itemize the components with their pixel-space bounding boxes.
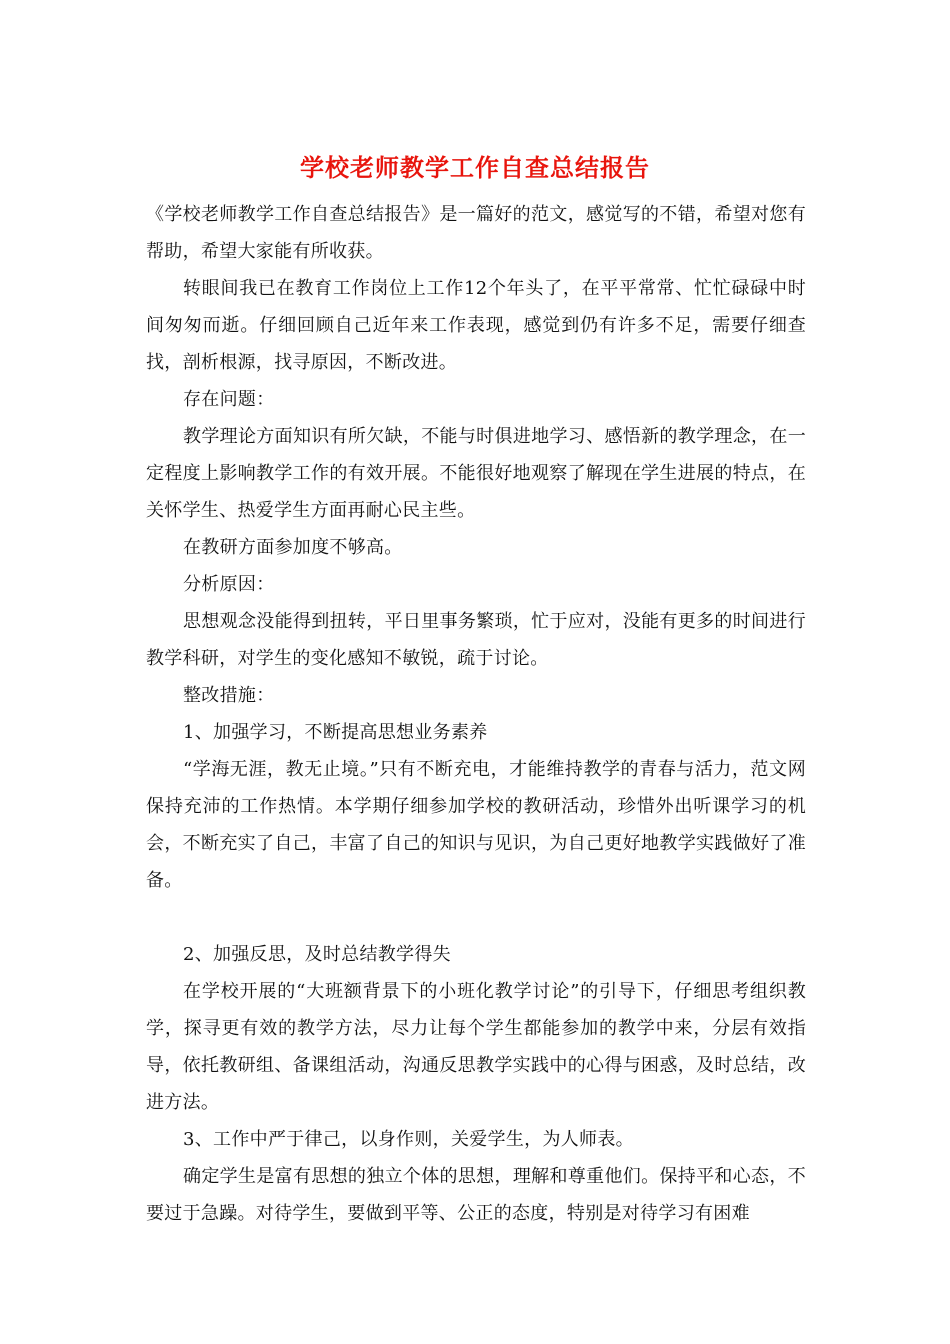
measure-1-heading: 1、加强学习，不断提高思想业务素养 bbox=[183, 722, 488, 743]
blank-line bbox=[146, 899, 806, 936]
measure-2-paragraph: 在学校开展的“大班额背景下的小班化教学讨论”的引导下，仔细思考组织教学，探寻更有效的教学方法，尽力让每个学生都能参加的教学中来，分层有效指导，依托教研组、备课组活动，沟通反思教学实践中的心得与困惑，及时总结，改进方法。 bbox=[146, 981, 806, 1113]
intro-paragraph: 《学校老师教学工作自查总结报告》是一篇好的范文，感觉写的不错，希望对您有帮助，希望大家能有所收获。 bbox=[146, 204, 806, 262]
measure-3-heading: 3、工作中严于律己，以身作则，关爱学生，为人师表。 bbox=[183, 1129, 634, 1150]
heading-problems: 存在问题： bbox=[183, 389, 275, 410]
paragraph-research: 在教研方面参加度不够高。 bbox=[183, 537, 403, 558]
document-body bbox=[146, 196, 806, 1232]
paragraph-overview: 转眼间我已在教育工作岗位上工作12个年头了，在平平常常、忙忙碌碌中时间匆匆而逝。仔细回顾自己近年来工作表现，感觉到仍有许多不足，需要仔细查找，剖析根源，找寻原因，不断改进。 bbox=[146, 278, 806, 373]
paragraph-causes: 思想观念没能得到扭转，平日里事务繁琐，忙于应对，没能有更多的时间进行教学科研，对学生的变化感知不敏锐，疏于讨论。 bbox=[146, 611, 806, 669]
measure-3-paragraph: 确定学生是富有思想的独立个体的思想，理解和尊重他们。保持平和心态，不要过于急躁。对待学生，要做到平等、公正的态度，特别是对待学习有困难 bbox=[146, 1166, 806, 1224]
heading-causes: 分析原因： bbox=[183, 574, 275, 595]
document-title: 学校老师教学工作自查总结报告 bbox=[300, 153, 650, 182]
measure-2-heading: 2、加强反思，及时总结教学得失 bbox=[183, 944, 451, 965]
paragraph-problems: 教学理论方面知识有所欠缺，不能与时俱进地学习、感悟新的教学理念，在一定程度上影响教学工作的有效开展。不能很好地观察了解现在学生进展的特点，在关怀学生、热爱学生方面再耐心民主些。 bbox=[146, 426, 806, 521]
heading-measures: 整改措施： bbox=[183, 685, 275, 706]
measure-1-paragraph: “学海无涯，教无止境。”只有不断充电，才能维持教学的青春与活力，范文网保持充沛的工作热情。本学期仔细参加学校的教研活动，珍惜外出听课学习的机会，不断充实了自己，丰富了自己的知识与见识，为自己更好地教学实践做好了准备。 bbox=[146, 759, 806, 891]
